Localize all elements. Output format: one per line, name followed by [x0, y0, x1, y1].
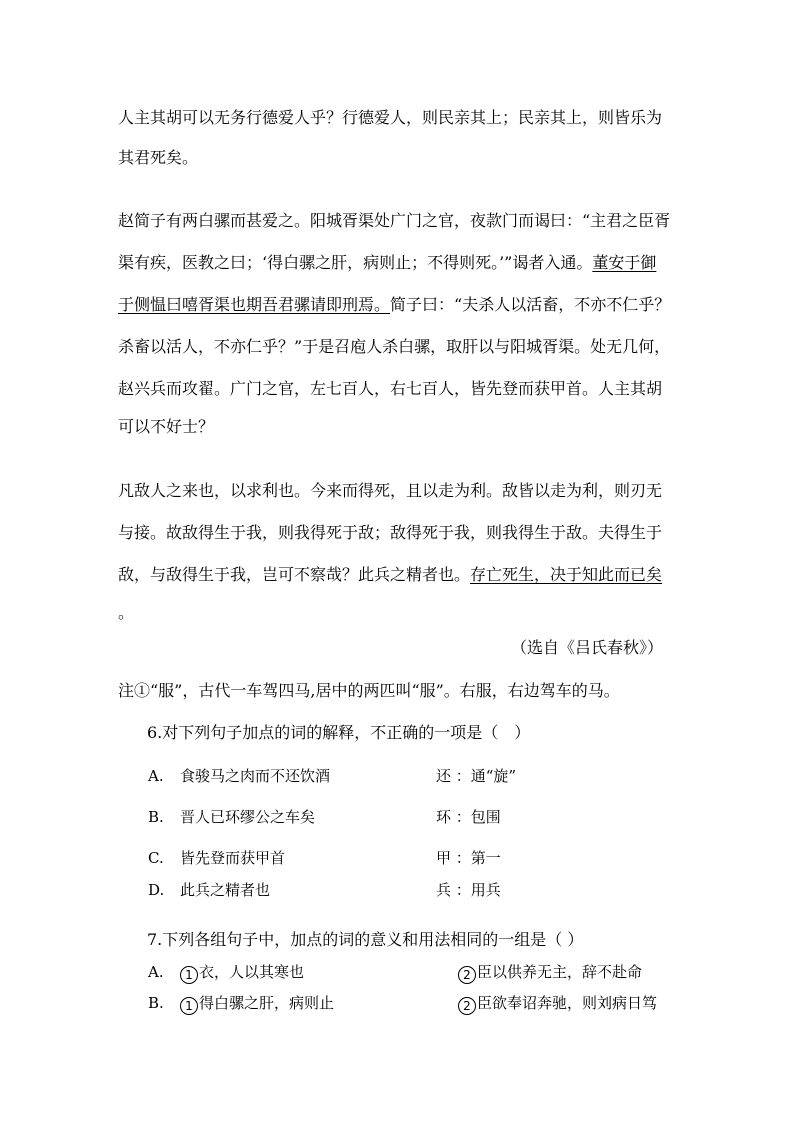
text-line: 人主其胡可以无务行德爱人乎？行德爱人，则民亲其上；民亲其上，则皆乐为: [118, 108, 663, 127]
option-gloss: 甲 ：第一: [436, 849, 501, 867]
underlined-sentence: 于侧愠曰嘻胥渠也期吾君骡请即刑焉。: [118, 295, 391, 314]
option-gloss: 还 ：通“旋”: [436, 767, 517, 785]
text-line: 凡敌人之来也，以求利也。今来而得死，且以走为利。敌皆以走为利，则刃无: [118, 481, 663, 500]
text-segment: 简子曰：“夫杀人以活畜，不亦不仁乎？: [390, 295, 671, 314]
text-line: [118, 295, 670, 315]
question-7-stem: 7.下列各组句子中，加点的词的意义和用法相同的一组是（ ）: [147, 930, 584, 949]
option-label: B.: [148, 994, 164, 1012]
sentence-text: 得白骡之肝，病则止: [199, 994, 335, 1012]
source-citation: （选自《吕氏春秋》）: [511, 638, 664, 657]
text-line: 赵兴兵而攻翟。广门之官，左七百人，右七百人，皆先登而获甲首。人主其胡: [118, 379, 663, 398]
text-line: 赵简子有两白骡而甚爱之。阳城胥渠处广门之官，夜款门而谒曰：“主君之臣胥: [118, 211, 671, 230]
text-segment: 渠有疾，医教之曰；‘得白骡之肝，病则止；不得则死。’”谒者入通。: [118, 253, 593, 272]
sentence-text: 臣欲奉诏奔驰，则刘病日笃: [477, 994, 658, 1012]
option-sentence-1: [180, 993, 334, 1015]
text-line: 可以不好士？: [118, 417, 215, 436]
option-sentence-2: [458, 993, 657, 1015]
sentence-text: 臣以供养无主，辞不赴命: [477, 963, 643, 981]
text-line: [118, 253, 656, 273]
option-gloss: 兵 ：用兵: [436, 881, 501, 899]
option-label: B.: [148, 808, 164, 826]
circled-number-icon: 1: [180, 966, 198, 984]
option-text: 晋人已环缪公之车矣: [180, 808, 316, 826]
circled-number-icon: 2: [458, 966, 476, 984]
option-sentence-2: [458, 962, 642, 984]
sentence-text: 衣，人以其寒也: [199, 963, 305, 981]
question-6-stem: 6.对下列句子加点的词的解释，不正确的一项是（ ）: [147, 723, 531, 742]
footnote: 注①“服”，古代一车驾四马,居中的两匹叫“服”。右服，右边驾车的马。: [118, 681, 620, 700]
option-sentence-1: [180, 962, 304, 984]
underlined-sentence: 存亡死生，决于知此而已矣: [470, 565, 663, 584]
text-segment: 敌，与敌得生于我，岂可不察哉？此兵之精者也。: [118, 565, 471, 584]
option-label: C.: [148, 849, 164, 867]
text-line: 。: [118, 603, 135, 622]
option-gloss: 环 ：包围: [436, 808, 501, 826]
circled-number-icon: 1: [180, 997, 198, 1015]
option-text: 此兵之精者也: [180, 881, 271, 899]
underlined-sentence: 董安于御: [592, 253, 657, 272]
option-label: A.: [148, 963, 164, 981]
text-line: 杀畜以活人，不亦仁乎？”于是召庖人杀白骡，取肝以与阳城胥渠。处无几何，: [118, 337, 671, 356]
option-label: A.: [148, 767, 164, 785]
option-text: 皆先登而获甲首: [180, 849, 286, 867]
text-line: 其君死矣。: [118, 148, 199, 167]
text-line: [118, 565, 662, 585]
text-line: 与接。故敌得生于我，则我得死于敌；敌得死于我，则我得生于敌。夫得生于: [118, 523, 663, 542]
option-label: D.: [148, 881, 165, 899]
option-text: 食骏马之肉而不还饮酒: [180, 767, 331, 785]
circled-number-icon: 2: [458, 997, 476, 1015]
